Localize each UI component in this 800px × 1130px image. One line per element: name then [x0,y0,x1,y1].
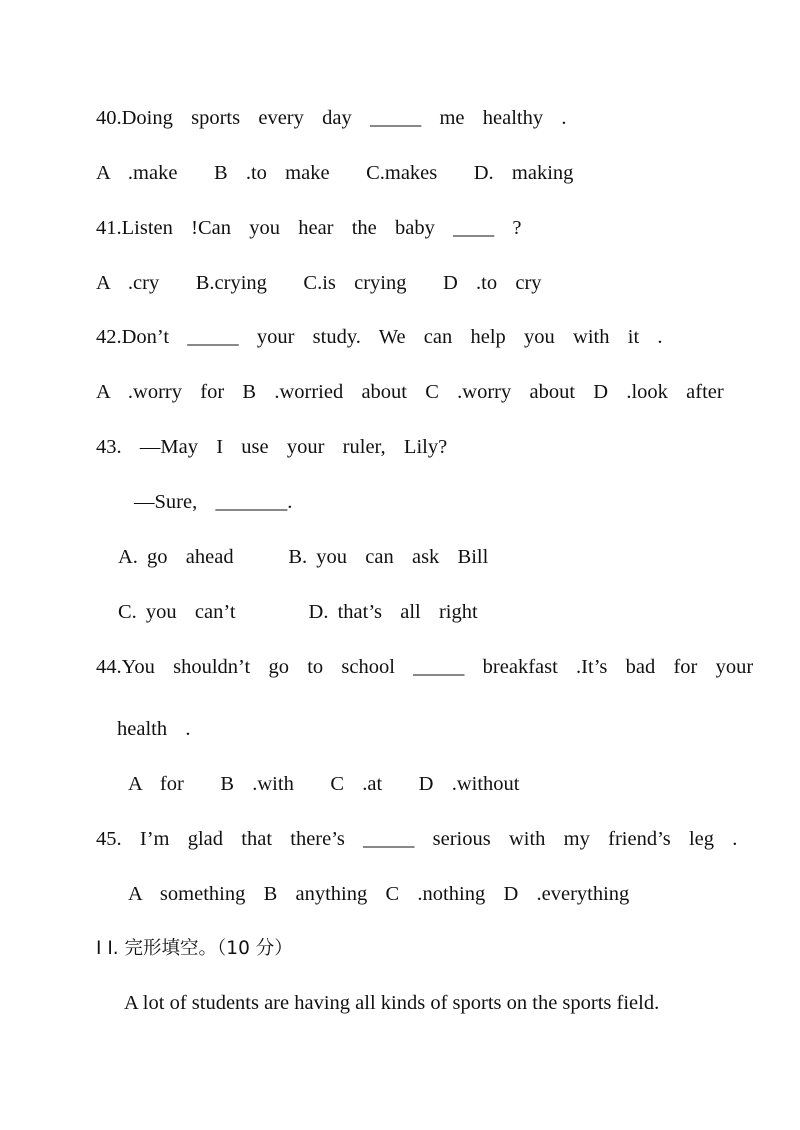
question-41-options: A .cry B.crying C.is crying D .to cry [96,272,542,294]
question-40-stem: 40.Doing sports every day _____ me healthy . [96,107,567,129]
question-44-stem: 44.You shouldn’t go to school _____ breakfast .It’s bad for your [96,656,754,678]
passage-first-line: A lot of students are having all kinds of sports on the sports field. [124,992,660,1014]
question-43-options-line-1: A. go ahead B. you can ask Bill [118,546,489,568]
question-43-options-line-2: C. you can’t D. that’s all right [118,601,478,623]
question-41-stem: 41.Listen !Can you hear the baby ____ ? [96,217,522,239]
question-43-stem: 43. —May I use your ruler, Lily? [96,436,448,458]
question-42-stem: 42.Don’t _____ your study. We can help you with it . [96,326,663,348]
question-44-stem-continued: health . [117,718,191,740]
section-heading: I I. 完形填空。（10 分） [96,938,293,959]
question-43-reply: —Sure, _______. [134,491,293,513]
question-45-options: A something B anything C .nothing D .everything [128,883,630,905]
question-42-options: A .worry for B .worried about C .worry about D .look after [96,381,724,403]
question-45-stem: 45. I’m glad that there’s _____ serious with my friend’s leg . [96,828,738,850]
question-44-options: A for B .with C .at D .without [128,773,520,795]
question-40-options: A .make B .to make C.makes D. making [96,162,574,184]
